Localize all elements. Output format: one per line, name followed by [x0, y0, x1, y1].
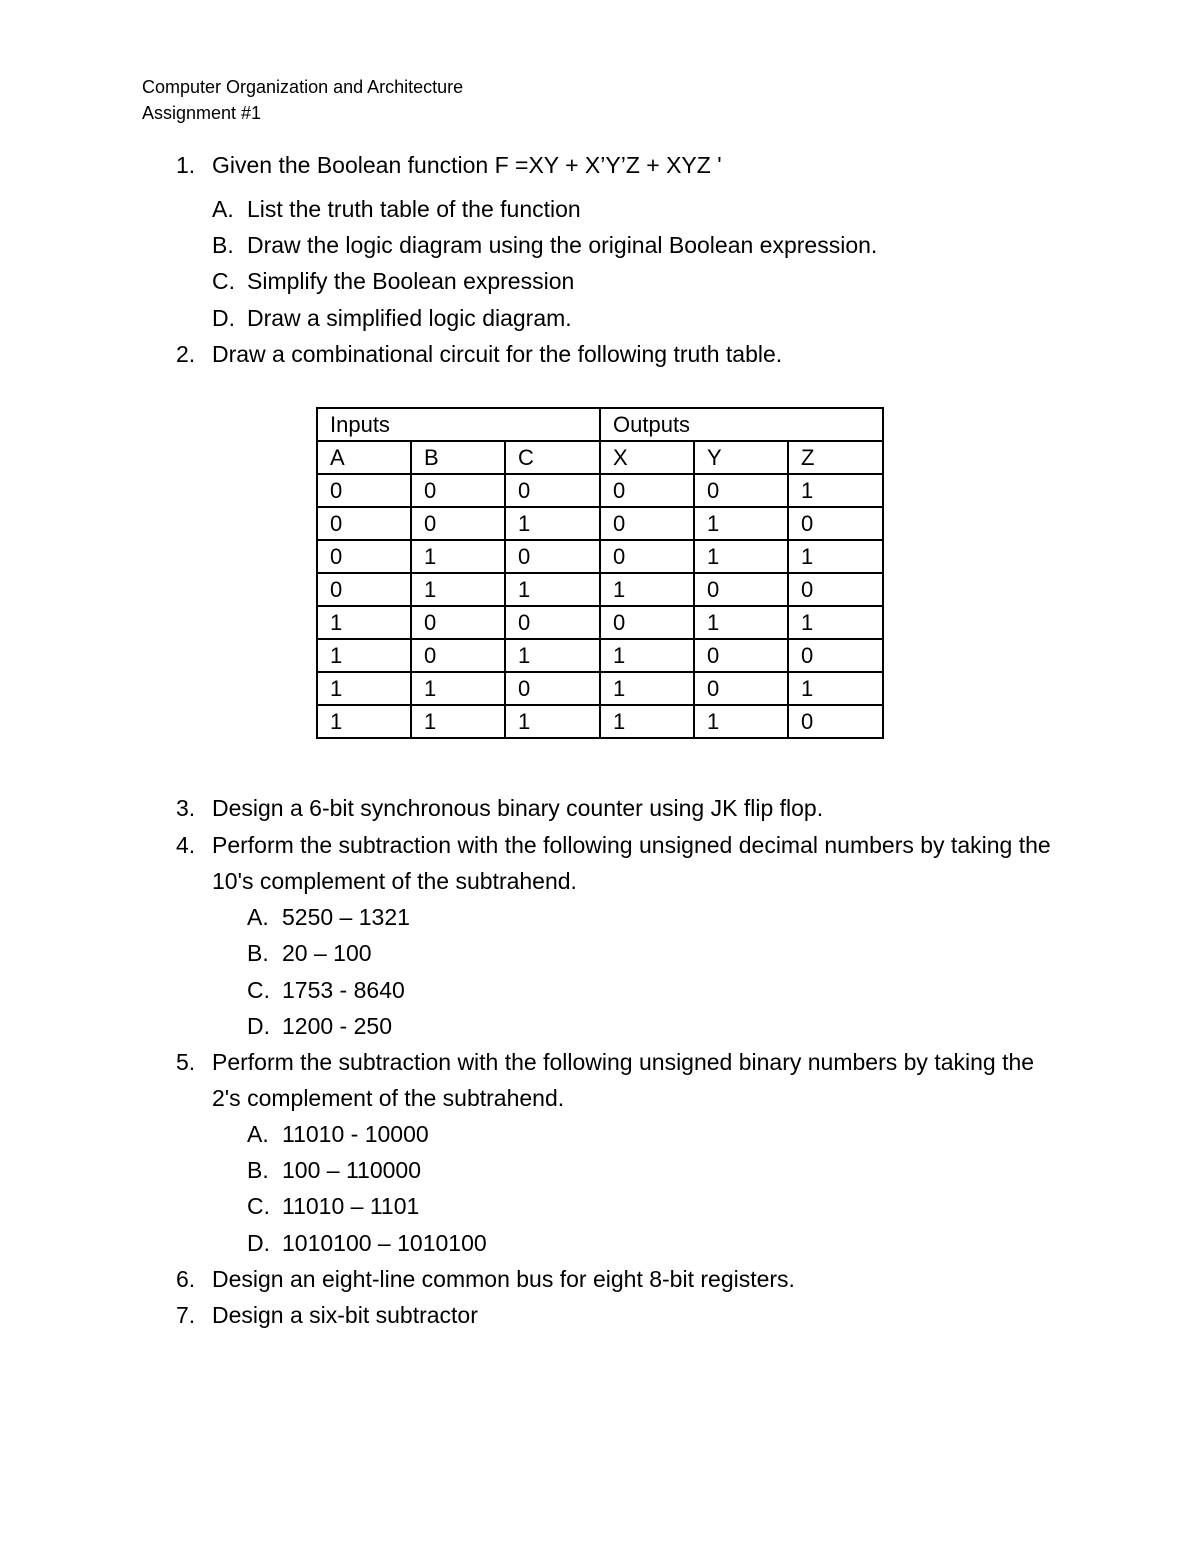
table-cell: 0: [411, 606, 505, 639]
column-header: X: [600, 441, 694, 474]
table-row: [317, 507, 883, 540]
table-cell: 0: [505, 672, 600, 705]
table-cell: 1: [788, 474, 883, 507]
table-cell: 1: [317, 639, 411, 672]
table-cell: 1: [317, 705, 411, 738]
table-row: [317, 573, 883, 606]
table-cell: 1: [317, 672, 411, 705]
table-row: [317, 672, 883, 705]
assignment-title: Assignment #1: [142, 103, 262, 123]
column-header: A: [317, 441, 411, 474]
table-cell: 1: [317, 606, 411, 639]
table-cell: 1: [600, 705, 694, 738]
table-cell: 0: [600, 507, 694, 540]
table-cell: 1: [694, 540, 788, 573]
table-cell: 0: [411, 474, 505, 507]
table-column-header-row: [317, 441, 883, 474]
table-cell: 0: [411, 507, 505, 540]
table-cell: 0: [600, 606, 694, 639]
table-cell: 0: [600, 474, 694, 507]
question-number: 1.: [176, 152, 196, 178]
truth-table: [316, 407, 884, 739]
document-header: [142, 74, 463, 126]
column-header: Y: [694, 441, 788, 474]
table-cell: 0: [788, 507, 883, 540]
table-cell: 1: [505, 705, 600, 738]
table-cell: 1: [694, 507, 788, 540]
table-cell: 1: [600, 573, 694, 606]
table-cell: 0: [694, 573, 788, 606]
table-row: [317, 474, 883, 507]
table-cell: 0: [788, 639, 883, 672]
table-cell: 1: [411, 672, 505, 705]
table-cell: 1: [694, 705, 788, 738]
table-cell: 0: [411, 639, 505, 672]
column-header: C: [505, 441, 600, 474]
table-cell: 0: [788, 705, 883, 738]
table-cell: 1: [788, 672, 883, 705]
table-cell: 1: [694, 606, 788, 639]
table-cell: 1: [411, 540, 505, 573]
column-header: B: [411, 441, 505, 474]
table-cell: 0: [505, 540, 600, 573]
table-cell: 0: [317, 474, 411, 507]
table-cell: 1: [505, 573, 600, 606]
table-cell: 0: [694, 639, 788, 672]
table-row: [317, 540, 883, 573]
table-group-header-row: [317, 408, 883, 441]
course-title: Computer Organization and Architecture: [142, 77, 464, 97]
table-cell: 0: [600, 540, 694, 573]
table-cell: 1: [600, 639, 694, 672]
table-cell: 0: [317, 507, 411, 540]
table-cell: 1: [505, 639, 600, 672]
table-cell: 0: [317, 573, 411, 606]
table-cell: 0: [505, 606, 600, 639]
table-cell: 1: [788, 540, 883, 573]
table-cell: 1: [600, 672, 694, 705]
table-row: [317, 705, 883, 738]
table-cell: 1: [411, 705, 505, 738]
table-row: [317, 606, 883, 639]
table-cell: 0: [317, 540, 411, 573]
table-cell: 0: [505, 474, 600, 507]
table-cell: 1: [411, 573, 505, 606]
table-row: [317, 639, 883, 672]
table-cell: 1: [505, 507, 600, 540]
table-cell: 0: [694, 672, 788, 705]
table-cell: 0: [788, 573, 883, 606]
inputs-header: Inputs: [317, 408, 600, 441]
table-cell: 1: [788, 606, 883, 639]
question-text: Given the Boolean function F =XY + X’Y’Z + XYZ ': [212, 152, 722, 178]
column-header: Z: [788, 441, 883, 474]
outputs-header: Outputs: [600, 408, 883, 441]
table-cell: 0: [694, 474, 788, 507]
